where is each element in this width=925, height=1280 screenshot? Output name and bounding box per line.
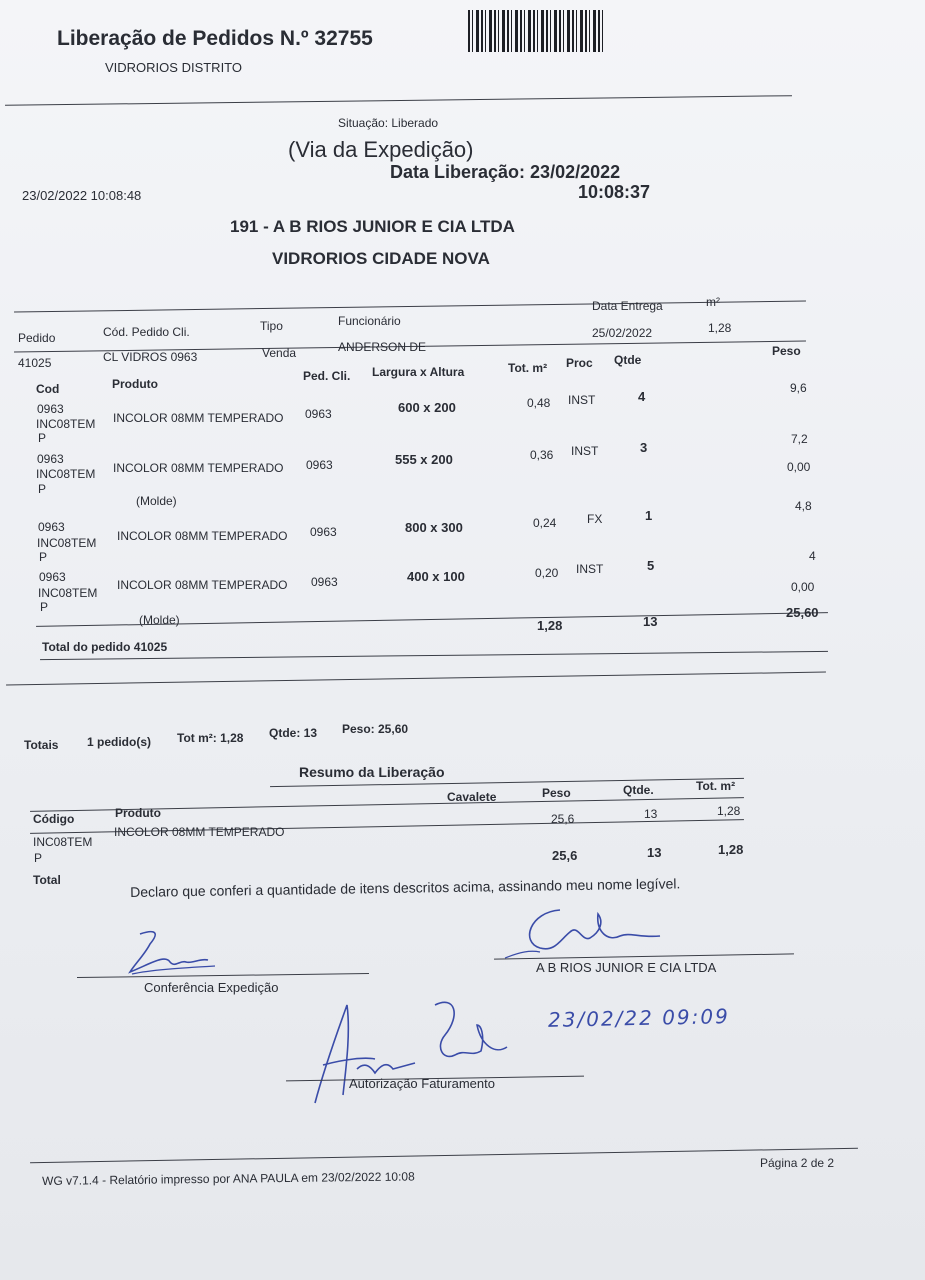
- col-tipo: Tipo: [260, 319, 283, 333]
- order-total-m2: 1,28: [537, 618, 563, 633]
- item-ped-cli: 0963: [305, 407, 332, 421]
- item-dims: 400 x 100: [407, 569, 465, 584]
- item-peso: 4,8: [795, 499, 812, 513]
- item-produto: INCOLOR 08MM TEMPERADO: [117, 578, 288, 592]
- item-cod: 0963: [37, 402, 64, 416]
- item-cod: 0963: [38, 520, 65, 534]
- col-resumo-codigo: Código: [33, 812, 75, 826]
- col-pedido: Pedido: [18, 331, 56, 345]
- order-total-label: Total do pedido 41025: [42, 640, 168, 654]
- item-cod: INC08TEM: [36, 467, 96, 481]
- resumo-total-label: Total: [33, 873, 61, 887]
- item-dims: 600 x 200: [398, 400, 456, 415]
- col-produto: Produto: [112, 377, 158, 391]
- item-cod: INC08TEM: [37, 536, 97, 550]
- item-qtde: 4: [638, 389, 646, 404]
- divider: [14, 300, 806, 312]
- item-cod: P: [39, 550, 48, 564]
- pedido-value: 41025: [18, 356, 52, 370]
- autorizacao-label: Autorização Faturamento: [349, 1076, 495, 1091]
- col-data-entrega: Data Entrega: [592, 299, 663, 313]
- resumo-title: Resumo da Liberação: [299, 764, 445, 780]
- signature-company: [500, 902, 670, 962]
- item-peso: 7,2: [791, 432, 808, 446]
- client-store: VIDRORIOS CIDADE NOVA: [272, 249, 490, 268]
- item-tot-m2: 0,24: [533, 516, 557, 530]
- item-produto: INCOLOR 08MM TEMPERADO: [117, 529, 288, 543]
- col-peso: Peso: [772, 344, 801, 358]
- col-cod: Cod: [36, 382, 60, 396]
- footer-printed-by: WG v7.1.4 - Relatório impresso por ANA PAULA em 23/02/2022 10:08: [42, 1169, 415, 1188]
- item-cod: 0963: [37, 452, 64, 466]
- col-resumo-tot-m2: Tot. m²: [696, 779, 736, 793]
- item-tot-m2: 0,48: [527, 396, 551, 410]
- item-note: (Molde): [139, 613, 180, 627]
- col-ped-cli: Ped. Cli.: [303, 369, 351, 383]
- item-ped-cli: 0963: [311, 575, 338, 589]
- signature-autorizacao: [285, 985, 525, 1115]
- conferencia-label: Conferência Expedição: [144, 980, 279, 995]
- item-proc: INST: [576, 562, 604, 576]
- cod-pedido-value: CL VIDROS 0963: [103, 350, 198, 364]
- tipo-value: Venda: [262, 346, 297, 360]
- item-cod: INC08TEM: [36, 417, 96, 431]
- item-qtde: 3: [640, 440, 648, 455]
- item-cod: 0963: [39, 570, 66, 584]
- divider: [6, 672, 826, 686]
- declaration-text: Declaro que conferi a quantidade de itens descritos acima, assinando meu nome legível.: [130, 875, 681, 900]
- col-qtde: Qtde: [614, 353, 642, 367]
- release-time: 10:08:37: [578, 182, 651, 202]
- col-cod-pedido: Cód. Pedido Cli.: [103, 325, 190, 339]
- resumo-tot-m2: 1,28: [717, 804, 741, 818]
- resumo-total-peso: 25,6: [552, 848, 578, 863]
- col-resumo-peso: Peso: [542, 786, 571, 800]
- resumo-codigo: P: [34, 851, 43, 865]
- col-proc: Proc: [566, 356, 593, 370]
- col-resumo-qtde: Qtde.: [623, 783, 654, 797]
- totals-qtde: Qtde: 13: [269, 726, 318, 740]
- totals-pedidos: 1 pedido(s): [87, 735, 152, 749]
- company-signature-label: A B RIOS JUNIOR E CIA LTDA: [536, 960, 717, 975]
- item-peso: 9,6: [790, 381, 807, 395]
- order-total-qtde: 13: [643, 614, 658, 629]
- item-ped-cli: 0963: [310, 525, 337, 539]
- item-proc: FX: [587, 512, 603, 526]
- resumo-produto: INCOLOR 08MM TEMPERADO: [114, 825, 285, 839]
- item-proc: INST: [568, 393, 596, 407]
- item-cod: P: [38, 431, 47, 445]
- handwritten-date: 23/02/22 09:09: [547, 1004, 731, 1032]
- item-proc: INST: [571, 444, 599, 458]
- item-produto: INCOLOR 08MM TEMPERADO: [113, 411, 284, 425]
- item-qtde: 1: [645, 508, 653, 523]
- divider: [30, 1148, 858, 1163]
- client-name: 191 - A B RIOS JUNIOR E CIA LTDA: [230, 217, 515, 236]
- col-resumo-produto: Produto: [115, 806, 161, 820]
- company-name: VIDRORIOS DISTRITO: [105, 60, 242, 75]
- divider: [5, 95, 792, 106]
- col-m2: m²: [706, 295, 720, 309]
- item-cod: P: [40, 600, 49, 614]
- item-tot-m2: 0,20: [535, 566, 559, 580]
- item-peso-molde: 0,00: [787, 460, 811, 474]
- barcode: [468, 10, 606, 52]
- resumo-total-qtde: 13: [647, 845, 662, 860]
- via-label: (Via da Expedição): [288, 137, 474, 162]
- col-tot-m2: Tot. m²: [508, 361, 548, 375]
- item-peso-molde: 0,00: [791, 580, 815, 594]
- col-cavalete: Cavalete: [447, 790, 497, 804]
- item-produto: INCOLOR 08MM TEMPERADO: [113, 461, 284, 475]
- page-number: Página 2 de 2: [760, 1156, 835, 1170]
- item-dims: 800 x 300: [405, 520, 463, 535]
- m2-value: 1,28: [708, 321, 732, 335]
- printed-timestamp: 23/02/2022 10:08:48: [22, 188, 142, 203]
- totals-label: Totais: [24, 738, 59, 752]
- order-total-peso: 25,60: [786, 605, 819, 620]
- data-entrega-value: 25/02/2022: [592, 326, 653, 340]
- col-dims: Largura x Altura: [372, 365, 465, 379]
- resumo-total-tot-m2: 1,28: [718, 842, 744, 857]
- resumo-peso: 25,6: [551, 812, 575, 826]
- item-peso: 4: [809, 549, 816, 563]
- item-qtde: 5: [647, 558, 655, 573]
- funcionario-value: ANDERSON DE: [338, 340, 427, 354]
- document-title: Liberação de Pedidos N.º 32755: [57, 27, 373, 50]
- totals-peso: Peso: 25,60: [342, 722, 409, 736]
- resumo-qtde: 13: [644, 807, 658, 821]
- resumo-codigo: INC08TEM: [33, 835, 93, 849]
- situacao-label: Situação: Liberado: [338, 116, 439, 130]
- item-ped-cli: 0963: [306, 458, 333, 472]
- item-dims: 555 x 200: [395, 452, 453, 467]
- item-cod: INC08TEM: [38, 586, 98, 600]
- col-funcionario: Funcionário: [338, 314, 401, 328]
- item-tot-m2: 0,36: [530, 448, 554, 462]
- totals-m2: Tot m²: 1,28: [177, 731, 244, 745]
- release-date: Data Liberação: 23/02/2022: [390, 162, 621, 182]
- item-cod: P: [38, 482, 47, 496]
- item-note: (Molde): [136, 494, 177, 508]
